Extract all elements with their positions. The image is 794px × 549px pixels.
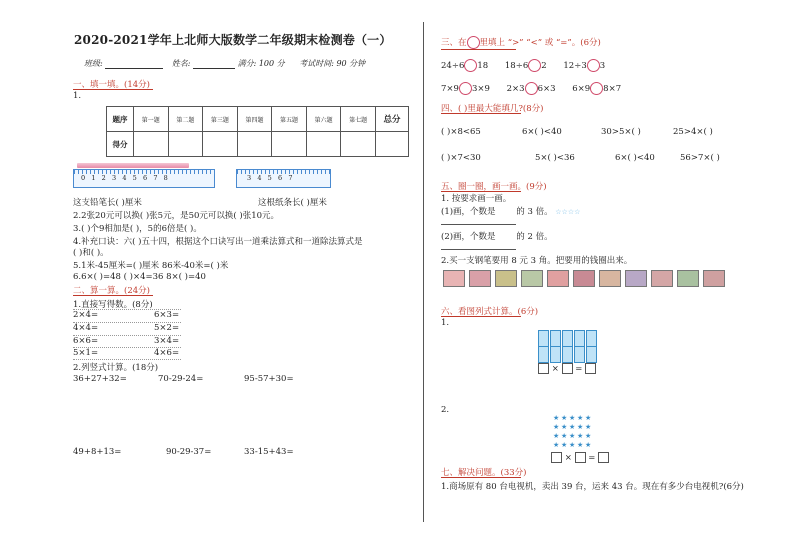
ruler-1 [73,169,215,188]
cube-image [574,330,585,347]
banknote[interactable] [495,270,517,287]
class-blank[interactable] [105,60,163,69]
banknote[interactable] [599,270,621,287]
score-cell[interactable] [272,132,307,157]
cube-image [586,346,597,363]
item-1-pencil-length: 这支铅笔长( )厘米 [73,198,142,208]
compare-circle[interactable] [525,82,538,95]
full-score: 满分: 100 分 [237,59,285,68]
vertical-calc-question: 36+27+32= [73,374,127,384]
score-cell[interactable] [134,132,169,157]
max-fill-q: 30>5×( ) [601,127,641,137]
word-problem-1: 1.商场原有 80 台电视机，卖出 39 台，运来 43 台。现在有多少台电视机?(6分) [441,482,744,492]
oral-question: 2×4= [73,310,99,320]
star-icon: ★ [585,423,592,431]
vertical-calc-question: 33-15+43= [244,447,294,457]
max-fill-q: ( )×8<65 [441,127,481,137]
vertical-calc-question: 49+8+13= [73,447,122,457]
item-4-answer: ( )和( )。 [73,248,109,258]
star-icon: ★ [577,414,584,422]
draw-answer-line[interactable] [441,249,516,250]
compare-circle[interactable] [590,82,603,95]
draw-task-2: (2)画，个数是 的 2 倍。 [441,232,553,242]
picture-q2-number: 2. [441,405,450,415]
cube-image [562,346,573,363]
section-6-underline [441,316,521,317]
oral-question: 3×4= [154,336,180,346]
answer-box[interactable] [538,363,549,374]
banknote[interactable] [547,270,569,287]
star-icon: ★ [569,432,576,440]
item-4: 4.补充口诀：六( )五十四，根据这个口诀写出一道乘法算式和一道除法算式是 [73,237,363,247]
page-title: 2020-2021学年上北师大版数学二年级期末检测卷（一） [74,33,392,47]
banknote[interactable] [573,270,595,287]
section-1-heading: 一、填一填。(14分) [73,80,150,90]
name-label: 姓名: [171,59,191,68]
star-icon: ★ [569,423,576,431]
compare-circle[interactable] [587,59,600,72]
section-2-underline [73,295,153,296]
compare-circle[interactable] [459,82,472,95]
score-header: 第一题 [134,107,169,132]
answer-box[interactable] [598,452,609,463]
answer-box[interactable] [562,363,573,374]
score-header: 第七题 [341,107,376,132]
compare-circle[interactable] [464,59,477,72]
ruler-2-numbers: 3 4 5 6 7 [247,174,293,182]
banknote[interactable] [703,270,725,287]
max-fill-q: 56>7×( ) [680,153,720,163]
banknote[interactable] [677,270,699,287]
vertical-calc-question: 70-29-24= [158,374,204,384]
section-6-heading: 六、看图列式计算。(6分) [441,307,539,317]
star-icon: ☆☆☆☆ [555,208,581,216]
star-icon: ★ [585,432,592,440]
money-question: 2.买一支钢笔要用 8 元 3 角。把要用的钱圈出来。 [441,256,633,266]
vertical-calc-question: 95-57+30= [244,374,294,384]
answer-box[interactable] [575,452,586,463]
section-7-underline [441,477,521,478]
max-fill-q: 25>4×( ) [673,127,713,137]
cube-image [562,330,573,347]
banknote[interactable] [625,270,647,287]
score-cell[interactable] [168,132,203,157]
star-icon: ★ [577,432,584,440]
banknote[interactable] [521,270,543,287]
student-info [84,58,365,69]
name-blank[interactable] [193,60,235,69]
star-icon: ★ [569,414,576,422]
cube-image [538,330,549,347]
star-icon: ★ [561,423,568,431]
exam-time: 考试时间: 90 分钟 [299,59,366,68]
max-fill-q: ( )×7<30 [441,153,481,163]
equation-boxes-1: × = [538,363,596,374]
cube-image [574,346,585,363]
star-icon: ★ [561,441,568,449]
banknote[interactable] [443,270,465,287]
vertical-calc-question: 90-29-37= [166,447,212,457]
compare-row-1: 24÷6 18 18÷6 2 12÷3 3 [441,61,606,71]
section-4-underline [441,113,521,114]
max-fill-q: 5×( )<36 [535,153,575,163]
star-icon: ★ [553,432,560,440]
compare-circle[interactable] [528,59,541,72]
class-label: 班级: [84,59,103,68]
column-divider [423,22,424,522]
oral-question: 4×4= [73,323,99,333]
star-icon: ★ [585,414,592,422]
score-cell[interactable] [237,132,272,157]
section-5-heading: 五、圈一圈，画一画。(9分) [441,182,547,192]
answer-box[interactable] [551,452,562,463]
picture-q1-number: 1. [441,318,450,328]
oral-question: 5×1= [73,348,99,358]
max-fill-q: 6×( )<40 [522,127,562,137]
score-header: 第二题 [168,107,203,132]
draw-task-1: (1)画，个数是 的 3 倍。 ☆☆☆☆ [441,207,581,217]
score-cell[interactable] [203,132,238,157]
section-1-underline [73,89,153,90]
oral-question: 4×6= [154,348,180,358]
oral-calc-title: 1.直接写得数。(8分) [73,300,153,310]
score-header: 总分 [376,107,409,132]
score-header: 题序 [107,107,134,132]
item-2: 2.2张20元可以换( )张5元，是50元可以换( )张10元。 [73,211,280,221]
banknote[interactable] [651,270,673,287]
score-table [106,106,409,157]
star-icon: ★ [553,441,560,449]
star-icon: ★ [569,441,576,449]
ruler-2 [236,169,331,188]
star-icon: ★ [553,414,560,422]
score-header: 第四题 [237,107,272,132]
score-header: 第五题 [272,107,307,132]
star-icon: ★ [577,441,584,449]
circle-icon [467,36,480,49]
oral-question: 6×3= [154,310,180,320]
cube-image [550,330,561,347]
pencil-image [77,163,189,168]
star-icon: ★ [561,432,568,440]
score-header: 第三题 [203,107,238,132]
banknote[interactable] [469,270,491,287]
item-3: 3.( )个9相加是( )，5的6倍是( )。 [73,224,202,234]
item-1-number: 1. [73,91,82,101]
score-header: 第六题 [306,107,341,132]
star-icon: ★ [561,414,568,422]
star-icon: ★ [585,441,592,449]
draw-answer-line[interactable] [441,224,516,225]
section-7-heading: 七、解决问题。(33分) [441,468,527,478]
section-2-heading: 二、算一算。(24分) [73,286,150,296]
star-icon: ★ [577,423,584,431]
item-6: 6.6×( )=48 ( )×4=36 8×( )=40 [73,272,206,282]
star-icon: ★ [553,423,560,431]
item-5: 5.1米-45厘米=( )厘米 86米-40米=( )米 [73,261,229,271]
score-cell[interactable] [376,132,409,157]
section-3-heading: 三、在 里填上 “>” “<” 或 “=”。(6分) [441,38,601,48]
oral-question: 5×2= [154,323,180,333]
section-3-underline [441,49,516,50]
compare-row-2: 7×9 3×9 2×3 6×3 6×9 8×7 [441,84,622,94]
score-cell[interactable] [306,132,341,157]
vertical-calc-title: 2.列竖式计算。(18分) [73,363,159,373]
item-1-paper-length: 这根纸条长( )厘米 [258,198,327,208]
ruler-1-numbers: 0 1 2 3 4 5 6 7 8 [81,174,168,182]
section-4-heading: 四、( )里最大能填几?(8分) [441,104,544,114]
max-fill-q: 6×( )<40 [615,153,655,163]
score-row-label: 得分 [107,132,134,157]
cube-image [586,330,597,347]
draw-title: 1. 按要求画一画。 [441,194,512,204]
cube-image [550,346,561,363]
answer-box[interactable] [585,363,596,374]
equation-boxes-2: × = [551,452,609,463]
cube-image [538,346,549,363]
oral-question: 6×6= [73,336,99,346]
score-cell[interactable] [341,132,376,157]
